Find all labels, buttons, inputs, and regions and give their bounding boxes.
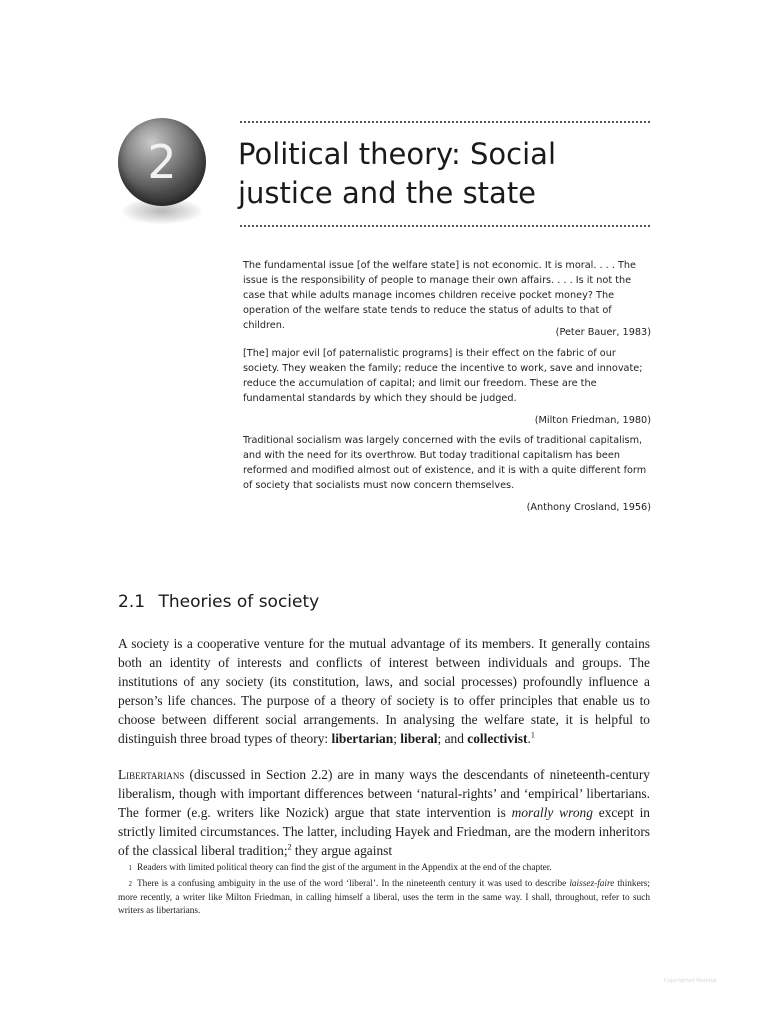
section-title: Theories of society (158, 592, 320, 612)
footnote-italic-term: laissez-faire (569, 879, 615, 889)
footnote-ref-2[interactable]: 2 (287, 842, 292, 852)
section-heading (118, 592, 319, 612)
chapter-number: 2 (147, 135, 177, 189)
paragraph-end: . (527, 731, 531, 746)
separator: ; (393, 731, 401, 746)
separator: ; and (437, 731, 468, 746)
footnote-text: There is a confusing ambiguity in the use of the word ‘liberal’. In the nineteenth century it was used to describe (137, 879, 570, 889)
body-paragraph (118, 634, 650, 748)
term-collectivist: collectivist (467, 731, 528, 746)
footnote-text: thinkers; more recently, a writer like Milton Friedman, in calling himself a liberal, uses the term in the same way. I shall, throughout, refer to such writers as libertarians. (118, 879, 651, 916)
term-liberal: liberal (400, 731, 438, 746)
header-dotted-rule-bottom (240, 225, 650, 227)
section-number: 2.1 (118, 592, 146, 612)
epigraph-quote: The fundamental issue [of the welfare state] is not economic. It is moral. . . . The issue is the responsibility of people to manage their own affairs. . . . Is it not the case that while adults manage incomes children receive pocket money? The operation of the welfare state tends to reduce the status of adults to that of children. (243, 260, 637, 331)
copyright-watermark: Copyrighted Material (664, 978, 717, 984)
footnote-mark: 1 (128, 864, 132, 872)
chapter-title-line1: Political theory: Social (238, 137, 557, 171)
paragraph-text: A society is a cooperative venture for the mutual advantage of its members. It generally contains both an identity of interests and conflicts of interest between individuals and groups. The institutions of any society (its constitution, laws, and social processes) profoundly influence a person’s life chances. The purpose of a theory of society is to offer principles that enable us to choose between different social arrangements. In analysing the welfare state, it is helpful to distinguish three broad types of theory: (118, 636, 650, 746)
chapter-title (238, 135, 658, 213)
term-libertarian: libertarian (331, 731, 394, 746)
epigraph-quote: [The] major evil [of paternalistic programs] is their effect on the fabric of our society. They weaken the family; reduce the incentive to work, save and innovate; reduce the accumulation of capital; and limit our freedom. These are the fundamental standards by which they should be judged. (243, 348, 643, 404)
footnote (118, 878, 650, 919)
epigraph-attribution: (Anthony Crosland, 1956) (526, 502, 651, 513)
body-paragraph (118, 765, 650, 860)
footnote-ref-1[interactable]: 1 (530, 730, 535, 740)
header-dotted-rule-top (240, 121, 650, 123)
epigraph-quote: Traditional socialism was largely concerned with the evils of traditional capitalism, and with the need for its overthrow. But today traditional capitalism has been reformed and modified almost out of existence, and it is with a quite different form of society that socialists must now concern themselves. (243, 435, 647, 491)
footnote (118, 862, 650, 876)
paragraph-text: (discussed in Section 2.2) are in many ways the descendants of nineteenth-century liberalism, though with important differences between ‘natural-rights’ and ‘empirical’ libertarians. The former (e.g. writers like Nozick) argue that state intervention is (118, 767, 650, 820)
lead-term-libertarians: Libertarians (118, 767, 185, 782)
paragraph-text: except in strictly limited circumstances. The latter, including Hayek and Friedman, are the modern inheritors of the classical liberal tradition; (118, 805, 650, 858)
footnote-text: Readers with limited political theory can find the gist of the argument in the Appendix at the end of the chapter. (137, 863, 552, 873)
chapter-title-line2: justice and the state (238, 176, 537, 210)
paragraph-text: they argue against (291, 843, 393, 858)
epigraph-attribution: (Milton Friedman, 1980) (534, 415, 651, 426)
footnote-mark: 2 (128, 880, 132, 888)
emphasis-morally-wrong: morally wrong (511, 805, 593, 820)
epigraph-attribution: (Peter Bauer, 1983) (555, 327, 651, 338)
